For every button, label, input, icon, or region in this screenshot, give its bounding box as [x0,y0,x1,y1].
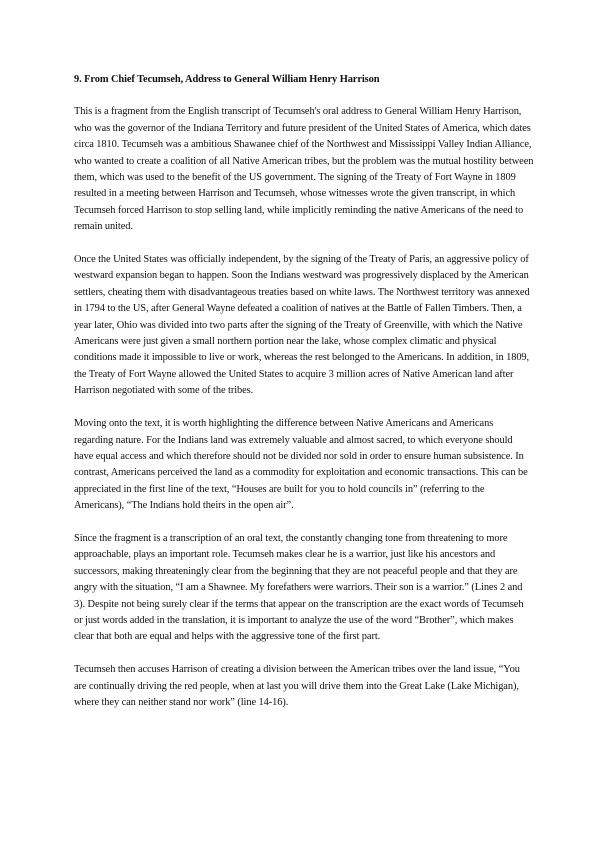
paragraph-land-views: Moving onto the text, it is worth highlighting the difference between Native Americans and Americans regarding nature. For the Indians land was extremely valuable and almost sacred, to which everyone should have equal access and which therefore should not be divided nor sold in order to ensure human subsistence. In contrast, Americans perceived the land as a commodity for exploitation and economic transactions. This can be appreciated in the first line of the text, “Houses are built for you to hold councils in” (referring to the Americans), “The Indians hold theirs in the open air”. [74,418,528,512]
paragraph-tone-analysis: Since the fragment is a transcription of an oral text, the constantly changing tone from threatening to more approachable, plays an important role. Tecumseh makes clear he is a warrior, just like his ancestors and successors, making threateningly clear from the beginning that they are not peaceful people and that they are angry with the situation, “I am a Shawnee. My forefathers were warriors. Their son is a warrior.” (Lines 2 and 3). Despite not being surely clear if the terms that appear on the transcription are the exact words of Tecumseh or just words added in the translation, it is important to analyze the use of the word “Brother”, which makes clear that both are equal and helps with the aggressive tone of the first part. [74,532,524,643]
paragraph-intro: This is a fragment from the English transcript of Tecumseh's oral address to General William Henry Harrison, who was the governor of the Indiana Territory and future president of the United States of America, which dates circa 1810. Tecumseh was a ambitious Shawanee chief of the Northwest and Mississippi Valley Indian Alliance, who wanted to create a coalition of all Native American tribes, but the problem was the mutual hostility between them, which was used to the benefit of the US government. The signing of the Treaty of Fort Wayne in 1809 resulted in a meeting between Harrison and Tecumseh, whose witnesses wrote the given transcript, in which Tecumseh forced Harrison to stop selling land, while implicitly reminding the native Americans of the need to remain united. [74,106,534,233]
paragraph-historical-context: Once the United States was officially independent, by the signing of the Treaty of Paris, an aggressive policy of westward expansion began to happen. Soon the Indians westward was progressively displaced by the American settlers, cheating them with disadvantageous treaties based on white laws. The Northwest territory was annexed in 1794 to the US, after General Wayne defeated a coalition of natives at the Battle of Fallen Timbers. Then, a year later, Ohio was divided into two parts after the signing of the Treaty of Greenville, with which the Native Americans were just given a small northern portion near the lake, whose complex climatic and physical conditions made it impossible to live or work, whereas the rest belonged to the Americans. In addition, in 1809, the Treaty of Fort Wayne allowed the United States to acquire 3 million acres of Native American land after Harrison negotiated with some of the tribes. [74,254,530,397]
document-heading: 9. From Chief Tecumseh, Address to General William Henry Harrison [74,74,380,85]
paragraph-division-accusation: Tecumseh then accuses Harrison of creating a division between the American tribes over the land issue, “You are continually driving the red people, when at last you will drive them into the Great Lake (Lake Michigan), where they can neither stand nor work” (line 14-16). [74,664,520,708]
document-page [74,72,534,728]
